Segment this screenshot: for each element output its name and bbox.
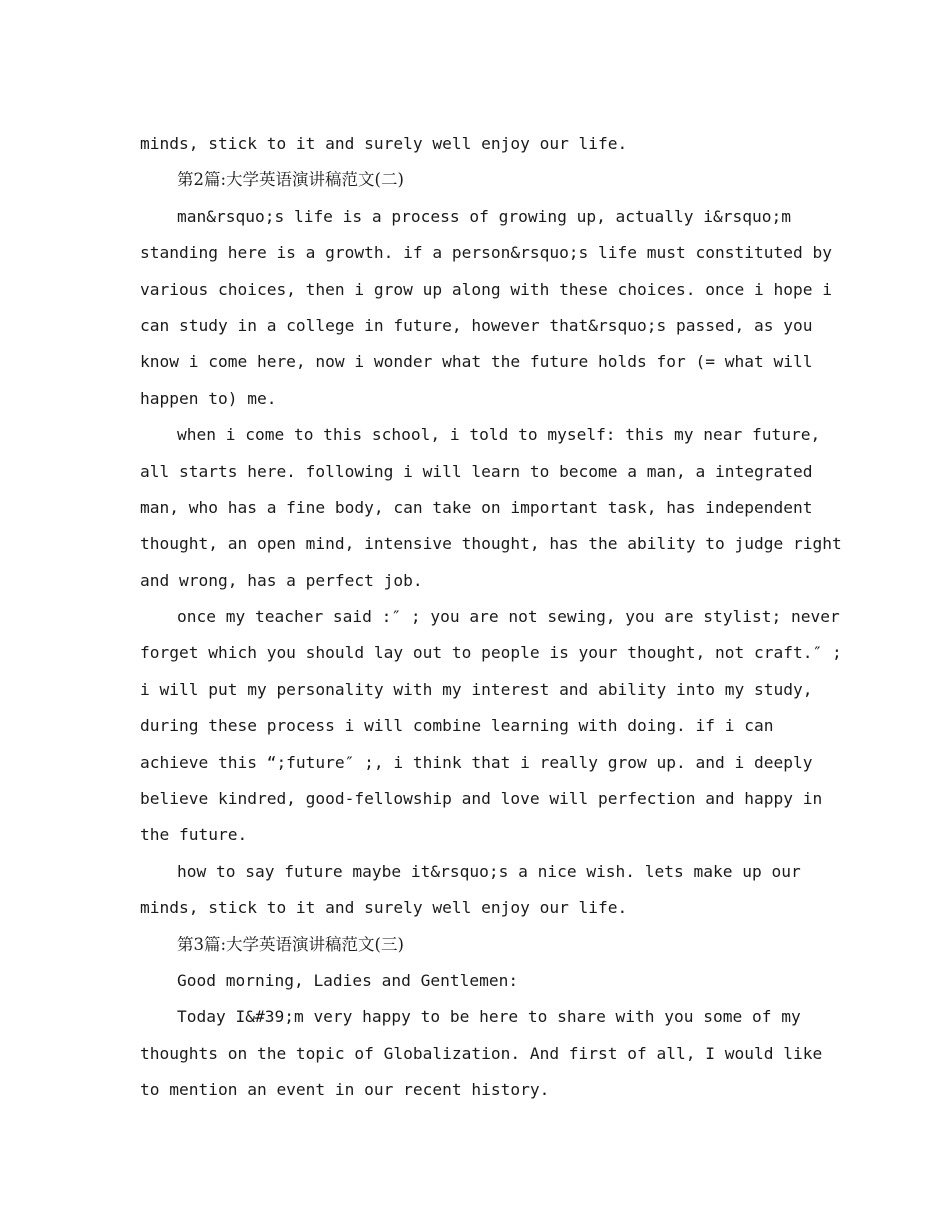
text-line: Today I&#39;m very happy to be here to share with you some of my <box>177 1007 801 1027</box>
text-line: i will put my personality with my interest and ability into my study, <box>140 679 813 699</box>
section-heading: 第3篇:大学英语演讲稿范文(三) <box>177 934 404 954</box>
text-line: thoughts on the topic of Globalization. And first of all, I would like <box>140 1043 823 1063</box>
text-line: thought, an open mind, intensive thought, has the ability to judge right <box>140 534 842 554</box>
text-line: and wrong, has a perfect job. <box>140 570 423 590</box>
text-line: minds, stick to it and surely well enjoy our life. <box>140 134 628 153</box>
text-line: forget which you should lay out to people is your thought, not craft.″ ; <box>140 643 842 663</box>
text-line: man&rsquo;s life is a process of growing up, actually i&rsquo;m <box>177 206 791 226</box>
text-line: all starts here. following i will learn to become a man, a integrated <box>140 461 813 481</box>
text-line: when i come to this school, i told to myself: this my near future, <box>177 425 821 445</box>
text-line: achieve this “;future″ ;, i think that i really grow up. and i deeply <box>140 752 813 772</box>
text-line: know i come here, now i wonder what the future holds for (= what will <box>140 352 813 372</box>
text-line: standing here is a growth. if a person&rsquo;s life must constituted by <box>140 243 832 263</box>
text-line: how to say future maybe it&rsquo;s a nice wish. lets make up our <box>177 861 801 881</box>
text-line: to mention an event in our recent history. <box>140 1080 550 1100</box>
text-line: believe kindred, good-fellowship and love will perfection and happy in <box>140 789 823 809</box>
text-line: once my teacher said :″ ; you are not sewing, you are stylist; never <box>177 607 840 627</box>
text-line: man, who has a fine body, can take on important task, has independent <box>140 497 813 517</box>
text-line: during these process i will combine learning with doing. if i can <box>140 716 774 736</box>
text-line: minds, stick to it and surely well enjoy our life. <box>140 898 628 918</box>
text-line: can study in a college in future, however that&rsquo;s passed, as you <box>140 315 813 335</box>
text-line: Good morning, Ladies and Gentlemen: <box>177 970 519 990</box>
section-heading: 第2篇:大学英语演讲稿范文(二) <box>177 170 404 190</box>
text-line: the future. <box>140 825 248 845</box>
text-line: happen to) me. <box>140 388 277 408</box>
document-body <box>140 126 842 1109</box>
text-line: various choices, then i grow up along with these choices. once i hope i <box>140 279 832 299</box>
